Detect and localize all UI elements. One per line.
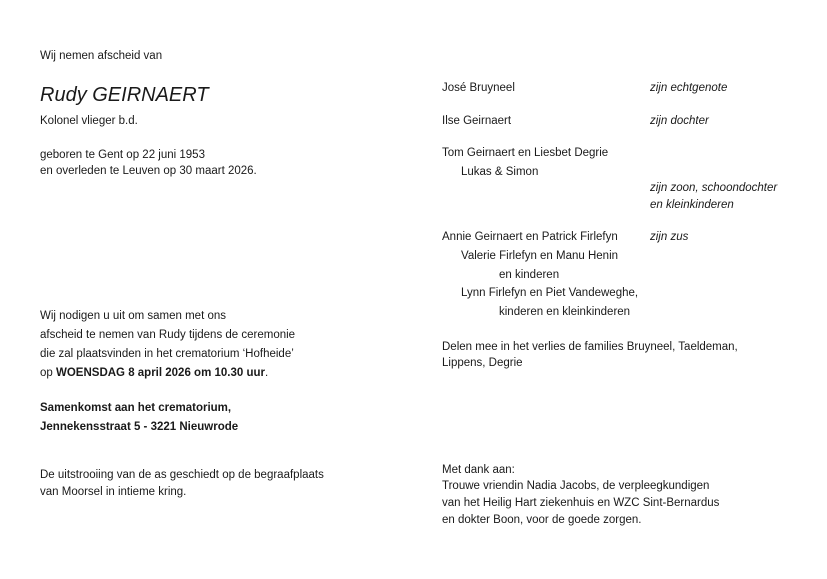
ceremony-date-line xyxy=(40,365,268,381)
sister-relation: zijn zus xyxy=(650,231,689,243)
address-text: Jennekensstraat 5 - 3221 Nieuwrode xyxy=(40,421,239,433)
niece2-couple: Lynn Firlefyn en Piet Vandeweghe, xyxy=(461,287,639,299)
deceased-name: Rudy GEIRNAERT xyxy=(40,84,209,106)
born-text: geboren te Gent op 22 juni 1953 xyxy=(40,149,205,161)
thanks-line-2: Trouwe vriendin Nadia Jacobs, de verpleegkundigen xyxy=(442,480,710,492)
ceremony-date: WOENSDAG 8 april 2026 om 10.30 uur xyxy=(56,367,265,379)
thanks-line-3: van het Heilig Hart ziekenhuis en WZC Sint-Bernardus xyxy=(442,497,720,509)
son-relation-2: en kleinkinderen xyxy=(650,199,734,211)
niece2-kids: kinderen en kleinkinderen xyxy=(499,306,631,318)
invite-line-2: afscheid te nemen van Rudy tijdens de ceremonie xyxy=(40,329,296,341)
rank-text: Kolonel vlieger b.d. xyxy=(40,115,138,127)
son-kids: Lukas & Simon xyxy=(461,166,539,178)
meeting-text: Samenkomst aan het crematorium, xyxy=(40,402,232,414)
intro-text: Wij nemen afscheid van xyxy=(40,50,163,62)
families-line-2: Lippens, Degrie xyxy=(442,357,523,369)
scatter-line-2: van Moorsel in intieme kring. xyxy=(40,486,187,498)
thanks-line-1: Met dank aan: xyxy=(442,464,515,476)
died-text: en overleden te Leuven op 30 maart 2026. xyxy=(40,165,257,177)
invite-line-3: die zal plaatsvinden in het crematorium ‘Hofheide’ xyxy=(40,348,294,360)
date-prefix: op xyxy=(40,367,56,379)
scatter-line-1: De uitstrooiing van de as geschiedt op de begraafplaats xyxy=(40,469,324,481)
families-line-1: Delen mee in het verlies de families Bruyneel, Taeldeman, xyxy=(442,341,738,353)
son-relation-1: zijn zoon, schoondochter xyxy=(650,182,778,194)
spouse-name: José Bruyneel xyxy=(442,82,515,94)
sister-couple: Annie Geirnaert en Patrick Firlefyn xyxy=(442,231,618,243)
son-couple: Tom Geirnaert en Liesbet Degrie xyxy=(442,147,609,159)
thanks-line-4: en dokter Boon, voor de goede zorgen. xyxy=(442,514,642,526)
daughter-relation: zijn dochter xyxy=(650,115,709,127)
date-suffix: . xyxy=(265,367,269,379)
spouse-relation: zijn echtgenote xyxy=(650,82,728,94)
daughter-name: Ilse Geirnaert xyxy=(442,115,512,127)
niece1-couple: Valerie Firlefyn en Manu Henin xyxy=(461,250,619,262)
niece1-kids: en kinderen xyxy=(499,269,560,281)
invite-line-1: Wij nodigen u uit om samen met ons xyxy=(40,310,227,322)
